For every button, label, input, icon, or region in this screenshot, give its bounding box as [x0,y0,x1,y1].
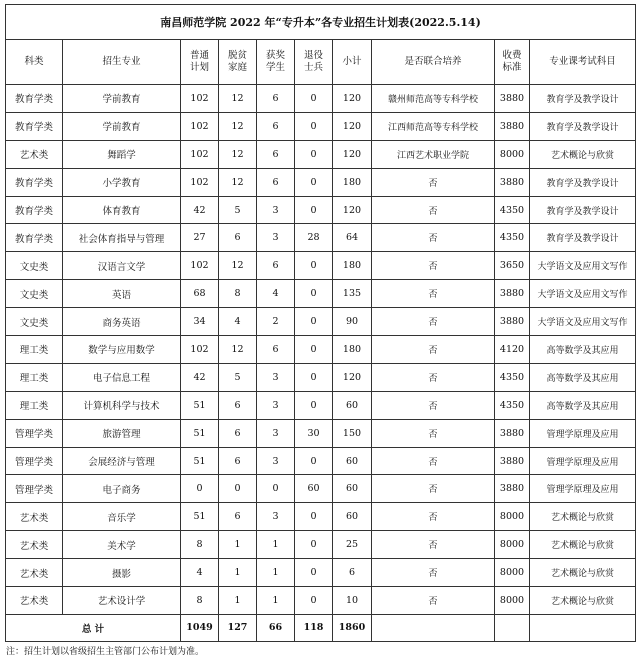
cell-general: 8 [181,531,219,559]
cell-award: 6 [257,252,295,280]
cell-subject: 教育学及教学设计 [530,85,636,113]
cell-subtotal: 90 [333,308,372,336]
cell-poverty: 12 [219,252,257,280]
header-award [257,40,295,85]
cell-category: 文史类 [6,280,63,308]
cell-award: 6 [257,336,295,364]
table-row [6,112,636,140]
cell-fee: 4350 [495,196,530,224]
cell-award: 3 [257,391,295,419]
cell-fee: 3880 [495,308,530,336]
total-poverty: 127 [219,614,257,641]
total-veteran: 118 [295,614,333,641]
header-joint: 是否联合培养 [372,40,495,85]
cell-award: 4 [257,280,295,308]
cell-award: 1 [257,559,295,587]
cell-award: 6 [257,85,295,113]
cell-poverty: 1 [219,587,257,615]
table-row [6,419,636,447]
cell-subject: 教育学及教学设计 [530,224,636,252]
cell-subject: 高等数学及其应用 [530,336,636,364]
table-row [6,391,636,419]
total-general: 1049 [181,614,219,641]
cell-subject: 高等数学及其应用 [530,363,636,391]
cell-general: 102 [181,168,219,196]
cell-major: 摄影 [63,559,181,587]
cell-subject: 教育学及教学设计 [530,168,636,196]
total-fee-empty [495,614,530,641]
page-title: 南昌师范学院 2022 年“专升本”各专业招生计划表(2022.5.14) [6,5,636,40]
cell-subtotal: 150 [333,419,372,447]
cell-veteran: 30 [295,419,333,447]
cell-joint: 江西艺术职业学院 [372,140,495,168]
cell-award: 2 [257,308,295,336]
cell-fee: 4120 [495,336,530,364]
cell-major: 学前教育 [63,85,181,113]
cell-award: 6 [257,168,295,196]
cell-veteran: 0 [295,280,333,308]
cell-major: 电子信息工程 [63,363,181,391]
cell-poverty: 12 [219,85,257,113]
cell-joint: 江西师范高等专科学校 [372,112,495,140]
cell-veteran: 60 [295,475,333,503]
cell-poverty: 1 [219,531,257,559]
document [5,4,635,658]
cell-poverty: 0 [219,475,257,503]
table-row [6,140,636,168]
header-fee [495,40,530,85]
cell-veteran: 0 [295,196,333,224]
cell-general: 0 [181,475,219,503]
table-row [6,587,636,615]
total-label: 总 计 [6,614,181,641]
cell-major: 汉语言文学 [63,252,181,280]
cell-subtotal: 120 [333,363,372,391]
cell-poverty: 8 [219,280,257,308]
cell-subtotal: 64 [333,224,372,252]
cell-joint: 否 [372,531,495,559]
cell-general: 4 [181,559,219,587]
cell-subtotal: 60 [333,391,372,419]
cell-category: 管理学类 [6,447,63,475]
cell-veteran: 0 [295,168,333,196]
cell-fee: 3880 [495,168,530,196]
table-row [6,308,636,336]
cell-joint: 否 [372,196,495,224]
cell-poverty: 6 [219,391,257,419]
cell-fee: 3880 [495,419,530,447]
cell-subject: 管理学原理及应用 [530,419,636,447]
cell-subtotal: 180 [333,336,372,364]
footnote: 注：招生计划以省级招生主管部门公布计划为准。 [6,646,205,657]
header-poverty-line2: 家庭 [227,62,247,73]
cell-award: 1 [257,587,295,615]
cell-poverty: 5 [219,196,257,224]
cell-category: 管理学类 [6,475,63,503]
cell-poverty: 6 [219,503,257,531]
cell-major: 学前教育 [63,112,181,140]
cell-joint: 否 [372,280,495,308]
cell-category: 教育学类 [6,112,63,140]
cell-award: 3 [257,196,295,224]
cell-veteran: 0 [295,531,333,559]
cell-poverty: 1 [219,559,257,587]
cell-general: 102 [181,85,219,113]
cell-general: 8 [181,587,219,615]
cell-major: 英语 [63,280,181,308]
cell-fee: 8000 [495,531,530,559]
cell-subject: 大学语文及应用文写作 [530,308,636,336]
cell-subject: 大学语文及应用文写作 [530,252,636,280]
cell-general: 42 [181,196,219,224]
cell-award: 3 [257,363,295,391]
cell-major: 会展经济与管理 [63,447,181,475]
cell-major: 商务英语 [63,308,181,336]
cell-joint: 否 [372,475,495,503]
cell-fee: 3880 [495,112,530,140]
total-joint-empty [372,614,495,641]
cell-subtotal: 6 [333,559,372,587]
cell-general: 102 [181,140,219,168]
cell-subtotal: 25 [333,531,372,559]
cell-joint: 否 [372,224,495,252]
cell-general: 102 [181,252,219,280]
header-major: 招生专业 [63,40,181,85]
cell-subject: 艺术概论与欣赏 [530,587,636,615]
cell-subtotal: 120 [333,196,372,224]
cell-poverty: 4 [219,308,257,336]
cell-category: 管理学类 [6,419,63,447]
cell-general: 51 [181,391,219,419]
cell-subject: 管理学原理及应用 [530,447,636,475]
cell-subject: 教育学及教学设计 [530,112,636,140]
cell-award: 3 [257,447,295,475]
header-row [6,40,636,85]
header-award-line2: 学生 [265,62,285,73]
cell-veteran: 0 [295,140,333,168]
cell-award: 6 [257,112,295,140]
cell-veteran: 0 [295,391,333,419]
cell-veteran: 0 [295,363,333,391]
title-row [6,5,636,40]
header-general-line1: 普通 [189,50,209,61]
cell-award: 1 [257,531,295,559]
cell-subtotal: 60 [333,475,372,503]
cell-major: 艺术设计学 [63,587,181,615]
cell-subtotal: 120 [333,140,372,168]
cell-poverty: 5 [219,363,257,391]
cell-poverty: 12 [219,336,257,364]
cell-subject: 艺术概论与欣赏 [530,559,636,587]
cell-subtotal: 120 [333,85,372,113]
cell-veteran: 0 [295,447,333,475]
table-row [6,475,636,503]
cell-poverty: 6 [219,447,257,475]
cell-subtotal: 60 [333,503,372,531]
header-general-plan [181,40,219,85]
total-award: 66 [257,614,295,641]
cell-veteran: 0 [295,559,333,587]
cell-major: 旅游管理 [63,419,181,447]
table-body [6,85,636,615]
cell-joint: 否 [372,503,495,531]
cell-category: 教育学类 [6,196,63,224]
header-fee-line1: 收费 [502,50,522,61]
cell-category: 艺术类 [6,140,63,168]
cell-major: 舞蹈学 [63,140,181,168]
cell-veteran: 28 [295,224,333,252]
header-general-line2: 计划 [189,62,209,73]
cell-fee: 3880 [495,85,530,113]
table-row [6,196,636,224]
cell-general: 34 [181,308,219,336]
cell-poverty: 12 [219,168,257,196]
cell-subtotal: 180 [333,252,372,280]
cell-fee: 3650 [495,252,530,280]
header-award-line1: 获奖 [265,50,285,61]
cell-award: 3 [257,419,295,447]
cell-category: 教育学类 [6,85,63,113]
cell-joint: 否 [372,391,495,419]
cell-veteran: 0 [295,112,333,140]
table-row [6,85,636,113]
table-row [6,559,636,587]
cell-subject: 高等数学及其应用 [530,391,636,419]
cell-fee: 4350 [495,363,530,391]
header-veteran-line2: 士兵 [303,62,323,73]
cell-fee: 3880 [495,447,530,475]
cell-major: 电子商务 [63,475,181,503]
cell-fee: 8000 [495,503,530,531]
cell-joint: 否 [372,363,495,391]
header-poverty-line1: 脱贫 [227,50,247,61]
enrollment-plan-table [5,4,636,642]
table-row [6,503,636,531]
cell-category: 艺术类 [6,503,63,531]
cell-award: 3 [257,224,295,252]
cell-fee: 8000 [495,140,530,168]
table-row [6,363,636,391]
table-row [6,252,636,280]
cell-major: 小学教育 [63,168,181,196]
cell-subtotal: 180 [333,168,372,196]
cell-category: 理工类 [6,363,63,391]
cell-category: 教育学类 [6,168,63,196]
cell-subject: 管理学原理及应用 [530,475,636,503]
table-row [6,224,636,252]
cell-fee: 3880 [495,280,530,308]
cell-joint: 否 [372,419,495,447]
cell-general: 27 [181,224,219,252]
cell-joint: 否 [372,447,495,475]
cell-subject: 艺术概论与欣赏 [530,503,636,531]
cell-veteran: 0 [295,503,333,531]
cell-category: 艺术类 [6,587,63,615]
cell-veteran: 0 [295,308,333,336]
cell-joint: 赣州师范高等专科学校 [372,85,495,113]
cell-subtotal: 120 [333,112,372,140]
total-subtotal: 1860 [333,614,372,641]
table-row [6,336,636,364]
cell-general: 51 [181,447,219,475]
cell-major: 社会体育指导与管理 [63,224,181,252]
cell-general: 102 [181,336,219,364]
cell-veteran: 0 [295,336,333,364]
cell-joint: 否 [372,252,495,280]
cell-subtotal: 135 [333,280,372,308]
cell-major: 音乐学 [63,503,181,531]
cell-general: 102 [181,112,219,140]
cell-joint: 否 [372,168,495,196]
header-subtotal: 小计 [333,40,372,85]
header-fee-line2: 标准 [502,62,522,73]
cell-category: 艺术类 [6,531,63,559]
cell-poverty: 6 [219,419,257,447]
cell-category: 教育学类 [6,224,63,252]
header-veteran [295,40,333,85]
cell-general: 51 [181,419,219,447]
cell-general: 42 [181,363,219,391]
cell-major: 体育教育 [63,196,181,224]
cell-subject: 大学语文及应用文写作 [530,280,636,308]
cell-category: 艺术类 [6,559,63,587]
header-subject: 专业课考试科目 [530,40,636,85]
cell-award: 6 [257,140,295,168]
cell-general: 51 [181,503,219,531]
cell-fee: 8000 [495,559,530,587]
table-row [6,168,636,196]
total-row [6,614,636,641]
cell-subject: 艺术概论与欣赏 [530,531,636,559]
table-row [6,280,636,308]
cell-subject: 教育学及教学设计 [530,196,636,224]
cell-poverty: 12 [219,140,257,168]
cell-category: 文史类 [6,252,63,280]
cell-fee: 4350 [495,224,530,252]
cell-veteran: 0 [295,85,333,113]
cell-subject: 艺术概论与欣赏 [530,140,636,168]
cell-subtotal: 10 [333,587,372,615]
cell-veteran: 0 [295,252,333,280]
cell-poverty: 6 [219,224,257,252]
total-subject-empty [530,614,636,641]
cell-category: 理工类 [6,336,63,364]
cell-subtotal: 60 [333,447,372,475]
cell-award: 3 [257,503,295,531]
cell-general: 68 [181,280,219,308]
cell-joint: 否 [372,336,495,364]
cell-award: 0 [257,475,295,503]
cell-joint: 否 [372,559,495,587]
header-veteran-line1: 退役 [303,50,323,61]
cell-major: 美术学 [63,531,181,559]
header-category: 科类 [6,40,63,85]
table-row [6,447,636,475]
cell-fee: 4350 [495,391,530,419]
cell-fee: 8000 [495,587,530,615]
cell-poverty: 12 [219,112,257,140]
header-poverty [219,40,257,85]
cell-veteran: 0 [295,587,333,615]
cell-category: 文史类 [6,308,63,336]
table-row [6,531,636,559]
cell-joint: 否 [372,308,495,336]
cell-fee: 3880 [495,475,530,503]
cell-joint: 否 [372,587,495,615]
cell-major: 计算机科学与技术 [63,391,181,419]
cell-category: 理工类 [6,391,63,419]
cell-major: 数学与应用数学 [63,336,181,364]
